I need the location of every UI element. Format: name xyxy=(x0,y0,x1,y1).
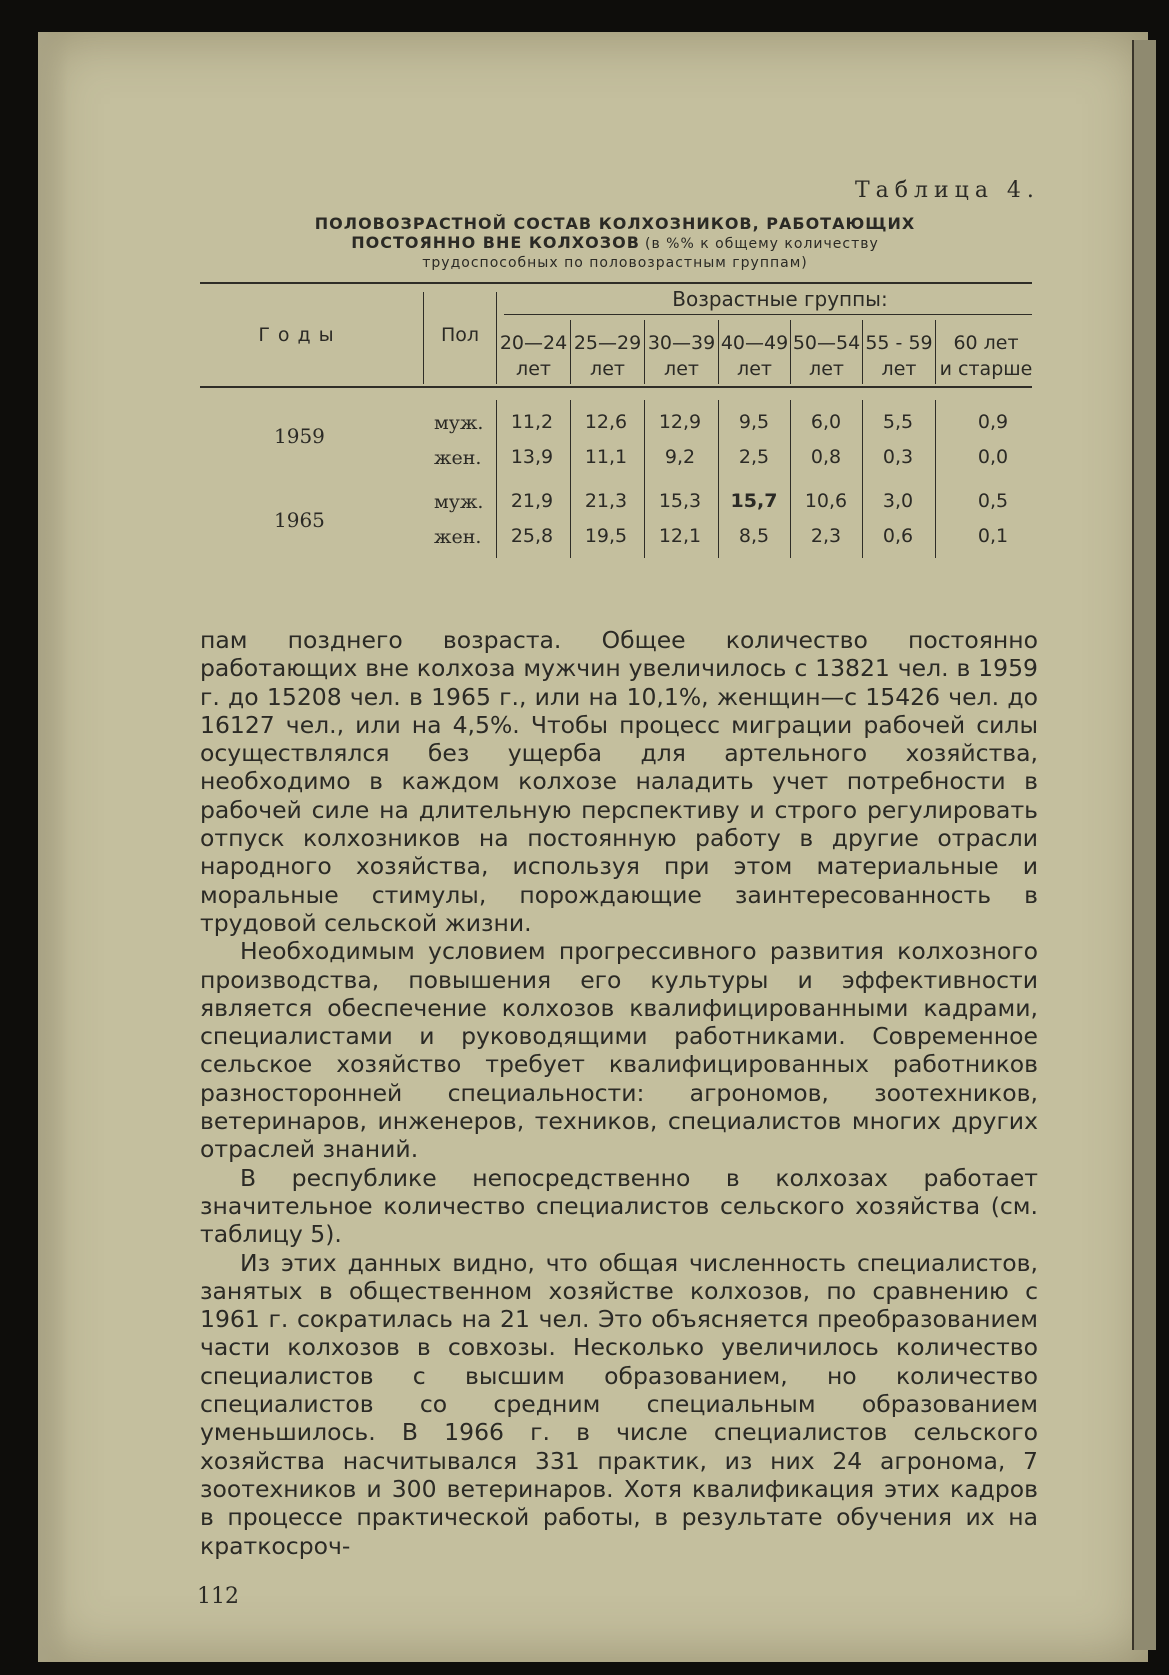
table-cell: 0,9 xyxy=(977,411,1009,433)
age-group-rule xyxy=(504,314,1032,315)
sex-label: муж. xyxy=(434,491,484,513)
table-vline xyxy=(423,292,424,384)
table-cell: 3,0 xyxy=(882,490,914,512)
table-cell: 21,3 xyxy=(584,490,628,512)
paragraph: В республике непосредственно в колхозах работает значительное количество специалистов сельского хозяйства (см. таблицу 5). xyxy=(200,1163,1038,1249)
header-sex: Пол xyxy=(440,324,480,346)
table-cell: 12,6 xyxy=(584,411,628,433)
table-cell: 15,3 xyxy=(658,490,702,512)
book-spine xyxy=(1132,40,1156,1650)
caption-line-2-bold: ПОСТОЯННО ВНЕ КОЛХОЗОВ xyxy=(351,233,640,252)
age-header: 20—24 лет xyxy=(499,332,568,380)
paragraph: пам позднего возраста. Общее количество постоянно работающих вне колхоза мужчин увеличилось с 13821 чел. в 1959 г. до 15208 чел. в 1965 г., или на 10,1%, женщин—с 15426 чел. до 16127 чел., или на 4,5%. Чтобы процесс миграции рабочей силы осуществлялся без ущерба для артельного хозяйства, необходимо в каждом колхозе наладить учет потребности в рабочей силе на длительную перспективу и строго регулировать отпуск колхозников на постоянную работу в другие отрасли народного хозяйства, используя при этом материальные и моральные стимулы, порождающие заинтересованность в трудовой сельской жизни. xyxy=(200,626,1038,937)
year-label: 1959 xyxy=(274,424,325,448)
table-cell: 11,2 xyxy=(510,411,554,433)
table-cell: 11,1 xyxy=(584,446,628,468)
table-cell: 0,0 xyxy=(977,446,1009,468)
header-age-groups: Возрастные группы: xyxy=(672,287,888,311)
age-header: 55 - 59 лет xyxy=(865,332,933,380)
caption-line-1: ПОЛОВОЗРАСТНОЙ СОСТАВ КОЛХОЗНИКОВ, РАБОТАЮЩИХ xyxy=(314,214,916,233)
header-years: Годы xyxy=(258,324,342,346)
table-cell: 19,5 xyxy=(584,525,628,547)
age-header: 30—39 лет xyxy=(647,332,716,380)
sex-label: жен. xyxy=(434,447,482,469)
body-text xyxy=(200,626,1038,1560)
header-bottom-rule xyxy=(200,386,1032,388)
table-cell: 6,0 xyxy=(810,411,842,433)
sex-label: жен. xyxy=(434,526,482,548)
age-header: 25—29 лет xyxy=(573,332,642,380)
table-cell: 25,8 xyxy=(510,525,554,547)
table-label: Таблица 4. xyxy=(855,178,1040,203)
age-header: 40—49 лет xyxy=(720,332,789,380)
table-cell: 13,9 xyxy=(510,446,554,468)
table-cell: 0,5 xyxy=(977,490,1009,512)
caption-line-2-normal: (в %% к общему количеству xyxy=(645,236,879,252)
table-cell: 8,5 xyxy=(738,525,770,547)
table-cell: 0,8 xyxy=(810,446,842,468)
caption-line-3: трудоспособных по половозрастным группам) xyxy=(422,255,808,271)
table-cell: 12,9 xyxy=(658,411,702,433)
age-header: 60 лет и старше xyxy=(939,332,1033,380)
table-cell: 15,7 xyxy=(730,490,778,512)
table-cell: 2,5 xyxy=(738,446,770,468)
table-vline xyxy=(935,400,936,558)
table-cell: 9,2 xyxy=(664,446,696,468)
table-cell: 0,6 xyxy=(882,525,914,547)
table-cell: 0,1 xyxy=(977,525,1009,547)
table-cell: 9,5 xyxy=(738,411,770,433)
sex-label: муж. xyxy=(434,412,484,434)
table-caption xyxy=(200,214,1030,273)
table-cell: 10,6 xyxy=(804,490,848,512)
table-cell: 21,9 xyxy=(510,490,554,512)
table-top-rule xyxy=(200,282,1032,284)
table-cell: 2,3 xyxy=(810,525,842,547)
table-cell: 5,5 xyxy=(882,411,914,433)
table-cell: 0,3 xyxy=(882,446,914,468)
page-number: 112 xyxy=(197,1584,239,1609)
age-header: 50—54 лет xyxy=(792,332,861,380)
table-cell: 12,1 xyxy=(658,525,702,547)
paragraph: Необходимым условием прогрессивного развития колхозного производства, повышения его культуры и эффективности является обеспечение колхозов квалифицированными кадрами, специалистами и руководящими работниками. Современное сельское хозяйство требует квалифицированных работников разносторонней специальности: агрономов, зоотехников, ветеринаров, инженеров, техников, специалистов многих других отраслей знаний. xyxy=(200,937,1038,1164)
year-label: 1965 xyxy=(274,508,325,532)
paragraph: Из этих данных видно, что общая численность специалистов, занятых в общественном хозяйстве колхозов, по сравнению с 1961 г. сократилась на 21 чел. Это объясняется преобразованием части колхозов в совхозы. Несколько увеличилось количество специалистов с высшим образованием, но количество специалистов со средним специальным образованием уменьшилось. В 1966 г. в числе специалистов сельского хозяйства насчитывался 331 практик, из них 24 агронома, 7 зоотехников и 300 ветеринаров. Хотя квалификация этих кадров в процессе практической работы, в результате обучения их на краткосроч- xyxy=(200,1248,1038,1560)
page-edge-shadow xyxy=(38,32,68,1662)
